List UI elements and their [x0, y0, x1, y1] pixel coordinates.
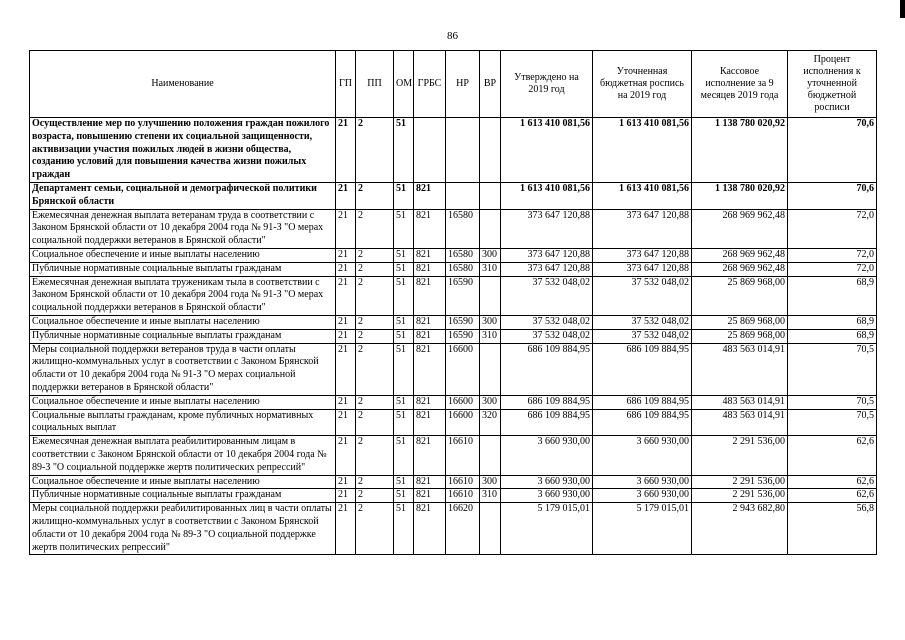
row-executed: 2 291 536,00: [692, 436, 788, 475]
row-percent: 70,6: [788, 118, 877, 183]
row-approved: 1 613 410 081,56: [501, 182, 593, 209]
row-gp: 21: [336, 475, 356, 489]
header-approved: Утверждено на 2019 год: [501, 51, 593, 118]
row-approved: 37 532 048,02: [501, 276, 593, 315]
row-gp: 21: [336, 343, 356, 395]
header-pp: ПП: [356, 51, 394, 118]
row-grbs: 821: [414, 182, 446, 209]
row-name: Ежемесячная денежная выплата труженикам тыла в соответствии с Законом Брянской области от 10 декабря 2004 года № 91-З "О мерах социальной поддержки ветеранов в Брянской области": [30, 276, 336, 315]
row-vr: 300: [480, 395, 501, 409]
row-om: 51: [394, 409, 414, 436]
row-om: 51: [394, 329, 414, 343]
row-om: 51: [394, 262, 414, 276]
row-vr: [480, 182, 501, 209]
row-grbs: 821: [414, 209, 446, 248]
header-executed: Кассовое исполнение за 9 месяцев 2019 года: [692, 51, 788, 118]
row-om: 51: [394, 503, 414, 555]
row-executed: 1 138 780 020,92: [692, 182, 788, 209]
row-approved: 1 613 410 081,56: [501, 118, 593, 183]
row-nr: 16590: [446, 315, 480, 329]
row-percent: 56,8: [788, 503, 877, 555]
row-percent: 70,6: [788, 182, 877, 209]
row-refined: 3 660 930,00: [593, 436, 692, 475]
row-executed: 25 869 968,00: [692, 329, 788, 343]
row-grbs: 821: [414, 262, 446, 276]
row-om: 51: [394, 209, 414, 248]
row-refined: 373 647 120,88: [593, 262, 692, 276]
row-vr: 310: [480, 329, 501, 343]
row-om: 51: [394, 276, 414, 315]
page-number: 86: [447, 30, 458, 42]
row-gp: 21: [336, 182, 356, 209]
header-vr: ВР: [480, 51, 501, 118]
row-nr: 16620: [446, 503, 480, 555]
row-refined: 1 613 410 081,56: [593, 182, 692, 209]
row-nr: [446, 118, 480, 183]
row-name: Социальное обеспечение и иные выплаты населению: [30, 475, 336, 489]
row-name: Публичные нормативные социальные выплаты гражданам: [30, 489, 336, 503]
row-gp: 21: [336, 395, 356, 409]
table-row: [30, 343, 877, 395]
table-row: [30, 248, 877, 262]
row-executed: 25 869 968,00: [692, 276, 788, 315]
row-nr: 16580: [446, 262, 480, 276]
row-nr: 16580: [446, 209, 480, 248]
row-pp: 2: [356, 182, 394, 209]
row-grbs: 821: [414, 503, 446, 555]
row-grbs: 821: [414, 436, 446, 475]
row-gp: 21: [336, 503, 356, 555]
row-pp: 2: [356, 395, 394, 409]
row-grbs: 821: [414, 276, 446, 315]
row-grbs: 821: [414, 489, 446, 503]
row-percent: 62,6: [788, 489, 877, 503]
row-nr: 16590: [446, 329, 480, 343]
row-gp: 21: [336, 329, 356, 343]
row-executed: 268 969 962,48: [692, 209, 788, 248]
table-row: [30, 315, 877, 329]
row-nr: 16610: [446, 436, 480, 475]
row-grbs: [414, 118, 446, 183]
table-row: [30, 489, 877, 503]
row-percent: 68,9: [788, 315, 877, 329]
row-vr: 300: [480, 248, 501, 262]
row-gp: 21: [336, 315, 356, 329]
header-row: [30, 51, 877, 118]
row-name: Меры социальной поддержки реабилитированных лиц в части оплаты жилищно-коммунальных услуг в соответствии с Законом Брянской области от 10 декабря 2004 года № 89-З "О социальной поддержке жертв политических репрессий": [30, 503, 336, 555]
row-vr: 320: [480, 409, 501, 436]
header-refined: Уточненная бюджетная роспись на 2019 год: [593, 51, 692, 118]
row-approved: 5 179 015,01: [501, 503, 593, 555]
row-nr: 16610: [446, 489, 480, 503]
row-percent: 72,0: [788, 248, 877, 262]
row-vr: [480, 503, 501, 555]
row-approved: 373 647 120,88: [501, 209, 593, 248]
row-om: 51: [394, 395, 414, 409]
row-percent: 72,0: [788, 209, 877, 248]
row-approved: 373 647 120,88: [501, 262, 593, 276]
row-gp: 21: [336, 436, 356, 475]
row-gp: 21: [336, 262, 356, 276]
row-refined: 3 660 930,00: [593, 475, 692, 489]
table-row: [30, 182, 877, 209]
row-vr: [480, 209, 501, 248]
budget-table: [29, 50, 877, 555]
row-pp: 2: [356, 329, 394, 343]
row-executed: 2 291 536,00: [692, 475, 788, 489]
row-pp: 2: [356, 475, 394, 489]
row-vr: 310: [480, 262, 501, 276]
row-nr: 16600: [446, 409, 480, 436]
row-nr: 16600: [446, 343, 480, 395]
row-name: Социальное обеспечение и иные выплаты населению: [30, 315, 336, 329]
row-pp: 2: [356, 343, 394, 395]
row-approved: 686 109 884,95: [501, 395, 593, 409]
row-vr: [480, 343, 501, 395]
row-executed: 483 563 014,91: [692, 343, 788, 395]
row-nr: 16600: [446, 395, 480, 409]
row-name: Ежемесячная денежная выплата реабилитированным лицам в соответствии с Законом Брянской области от 10 декабря 2004 года № 89-З "О социальной поддержке жертв политических репрессий": [30, 436, 336, 475]
row-om: 51: [394, 315, 414, 329]
header-percent: Процент исполнения к уточненной бюджетной росписи: [788, 51, 877, 118]
row-gp: 21: [336, 118, 356, 183]
row-gp: 21: [336, 209, 356, 248]
row-executed: 1 138 780 020,92: [692, 118, 788, 183]
header-gp: ГП: [336, 51, 356, 118]
row-refined: 686 109 884,95: [593, 343, 692, 395]
row-approved: 37 532 048,02: [501, 329, 593, 343]
row-refined: 686 109 884,95: [593, 409, 692, 436]
row-gp: 21: [336, 248, 356, 262]
row-executed: 268 969 962,48: [692, 248, 788, 262]
row-executed: 2 943 682,80: [692, 503, 788, 555]
row-name: Осуществление мер по улучшению положения граждан пожилого возраста, повышению степени их социальной защищенности, активизации участия пожилых людей в жизни общества, созданию условий для повышения качества жизни пожилых граждан: [30, 118, 336, 183]
scan-edge-mark: [900, 0, 905, 18]
row-executed: 25 869 968,00: [692, 315, 788, 329]
row-executed: 268 969 962,48: [692, 262, 788, 276]
row-refined: 37 532 048,02: [593, 329, 692, 343]
row-refined: 5 179 015,01: [593, 503, 692, 555]
row-gp: 21: [336, 489, 356, 503]
table-row: [30, 276, 877, 315]
row-refined: 37 532 048,02: [593, 315, 692, 329]
row-vr: [480, 118, 501, 183]
row-approved: 3 660 930,00: [501, 489, 593, 503]
row-refined: 686 109 884,95: [593, 395, 692, 409]
row-pp: 2: [356, 409, 394, 436]
row-pp: 2: [356, 248, 394, 262]
row-name: Социальное обеспечение и иные выплаты населению: [30, 395, 336, 409]
row-name: Ежемесячная денежная выплата ветеранам труда в соответствии с Законом Брянской области от 10 декабря 2004 года № 91-З "О мерах социальной поддержки ветеранов в Брянской области": [30, 209, 336, 248]
row-pp: 2: [356, 276, 394, 315]
row-executed: 483 563 014,91: [692, 409, 788, 436]
row-approved: 373 647 120,88: [501, 248, 593, 262]
row-pp: 2: [356, 315, 394, 329]
row-gp: 21: [336, 276, 356, 315]
table-row: [30, 118, 877, 183]
row-name: Меры социальной поддержки ветеранов труда в части оплаты жилищно-коммунальных услуг в соответствии с Законом Брянской области от 10 декабря 2004 года № 91-З "О мерах социальной поддержки ветеранов в Брянской области": [30, 343, 336, 395]
row-pp: 2: [356, 118, 394, 183]
row-name: Публичные нормативные социальные выплаты гражданам: [30, 262, 336, 276]
row-name: Социальные выплаты гражданам, кроме публичных нормативных социальных выплат: [30, 409, 336, 436]
row-om: 51: [394, 118, 414, 183]
row-pp: 2: [356, 489, 394, 503]
row-approved: 37 532 048,02: [501, 315, 593, 329]
row-refined: 3 660 930,00: [593, 489, 692, 503]
table-row: [30, 329, 877, 343]
row-pp: 2: [356, 436, 394, 475]
row-om: 51: [394, 475, 414, 489]
row-approved: 3 660 930,00: [501, 475, 593, 489]
table-row: [30, 395, 877, 409]
row-grbs: 821: [414, 409, 446, 436]
row-nr: [446, 182, 480, 209]
row-name: Социальное обеспечение и иные выплаты населению: [30, 248, 336, 262]
header-grbs: ГРБС: [414, 51, 446, 118]
row-approved: 686 109 884,95: [501, 343, 593, 395]
row-approved: 686 109 884,95: [501, 409, 593, 436]
row-grbs: 821: [414, 315, 446, 329]
table-row: [30, 262, 877, 276]
row-percent: 70,5: [788, 409, 877, 436]
table-row: [30, 409, 877, 436]
row-percent: 68,9: [788, 276, 877, 315]
row-nr: 16580: [446, 248, 480, 262]
row-om: 51: [394, 248, 414, 262]
row-refined: 37 532 048,02: [593, 276, 692, 315]
row-grbs: 821: [414, 475, 446, 489]
row-vr: 310: [480, 489, 501, 503]
row-nr: 16590: [446, 276, 480, 315]
row-percent: 68,9: [788, 329, 877, 343]
row-approved: 3 660 930,00: [501, 436, 593, 475]
row-percent: 62,6: [788, 436, 877, 475]
row-executed: 2 291 536,00: [692, 489, 788, 503]
row-nr: 16610: [446, 475, 480, 489]
row-name: Департамент семьи, социальной и демографической политики Брянской области: [30, 182, 336, 209]
row-vr: [480, 276, 501, 315]
row-refined: 373 647 120,88: [593, 248, 692, 262]
row-om: 51: [394, 182, 414, 209]
row-executed: 483 563 014,91: [692, 395, 788, 409]
row-percent: 72,0: [788, 262, 877, 276]
row-grbs: 821: [414, 329, 446, 343]
row-om: 51: [394, 436, 414, 475]
table-row: [30, 436, 877, 475]
row-grbs: 821: [414, 343, 446, 395]
table-row: [30, 209, 877, 248]
row-grbs: 821: [414, 395, 446, 409]
row-vr: 300: [480, 475, 501, 489]
row-refined: 373 647 120,88: [593, 209, 692, 248]
row-pp: 2: [356, 209, 394, 248]
header-nr: НР: [446, 51, 480, 118]
row-name: Публичные нормативные социальные выплаты гражданам: [30, 329, 336, 343]
row-gp: 21: [336, 409, 356, 436]
row-vr: [480, 436, 501, 475]
row-om: 51: [394, 489, 414, 503]
table-row: [30, 475, 877, 489]
row-refined: 1 613 410 081,56: [593, 118, 692, 183]
table-row: [30, 503, 877, 555]
header-name: Наименование: [30, 51, 336, 118]
row-om: 51: [394, 343, 414, 395]
row-grbs: 821: [414, 248, 446, 262]
row-vr: 300: [480, 315, 501, 329]
row-percent: 70,5: [788, 343, 877, 395]
row-percent: 62,6: [788, 475, 877, 489]
row-pp: 2: [356, 262, 394, 276]
row-percent: 70,5: [788, 395, 877, 409]
row-pp: 2: [356, 503, 394, 555]
header-om: ОМ: [394, 51, 414, 118]
